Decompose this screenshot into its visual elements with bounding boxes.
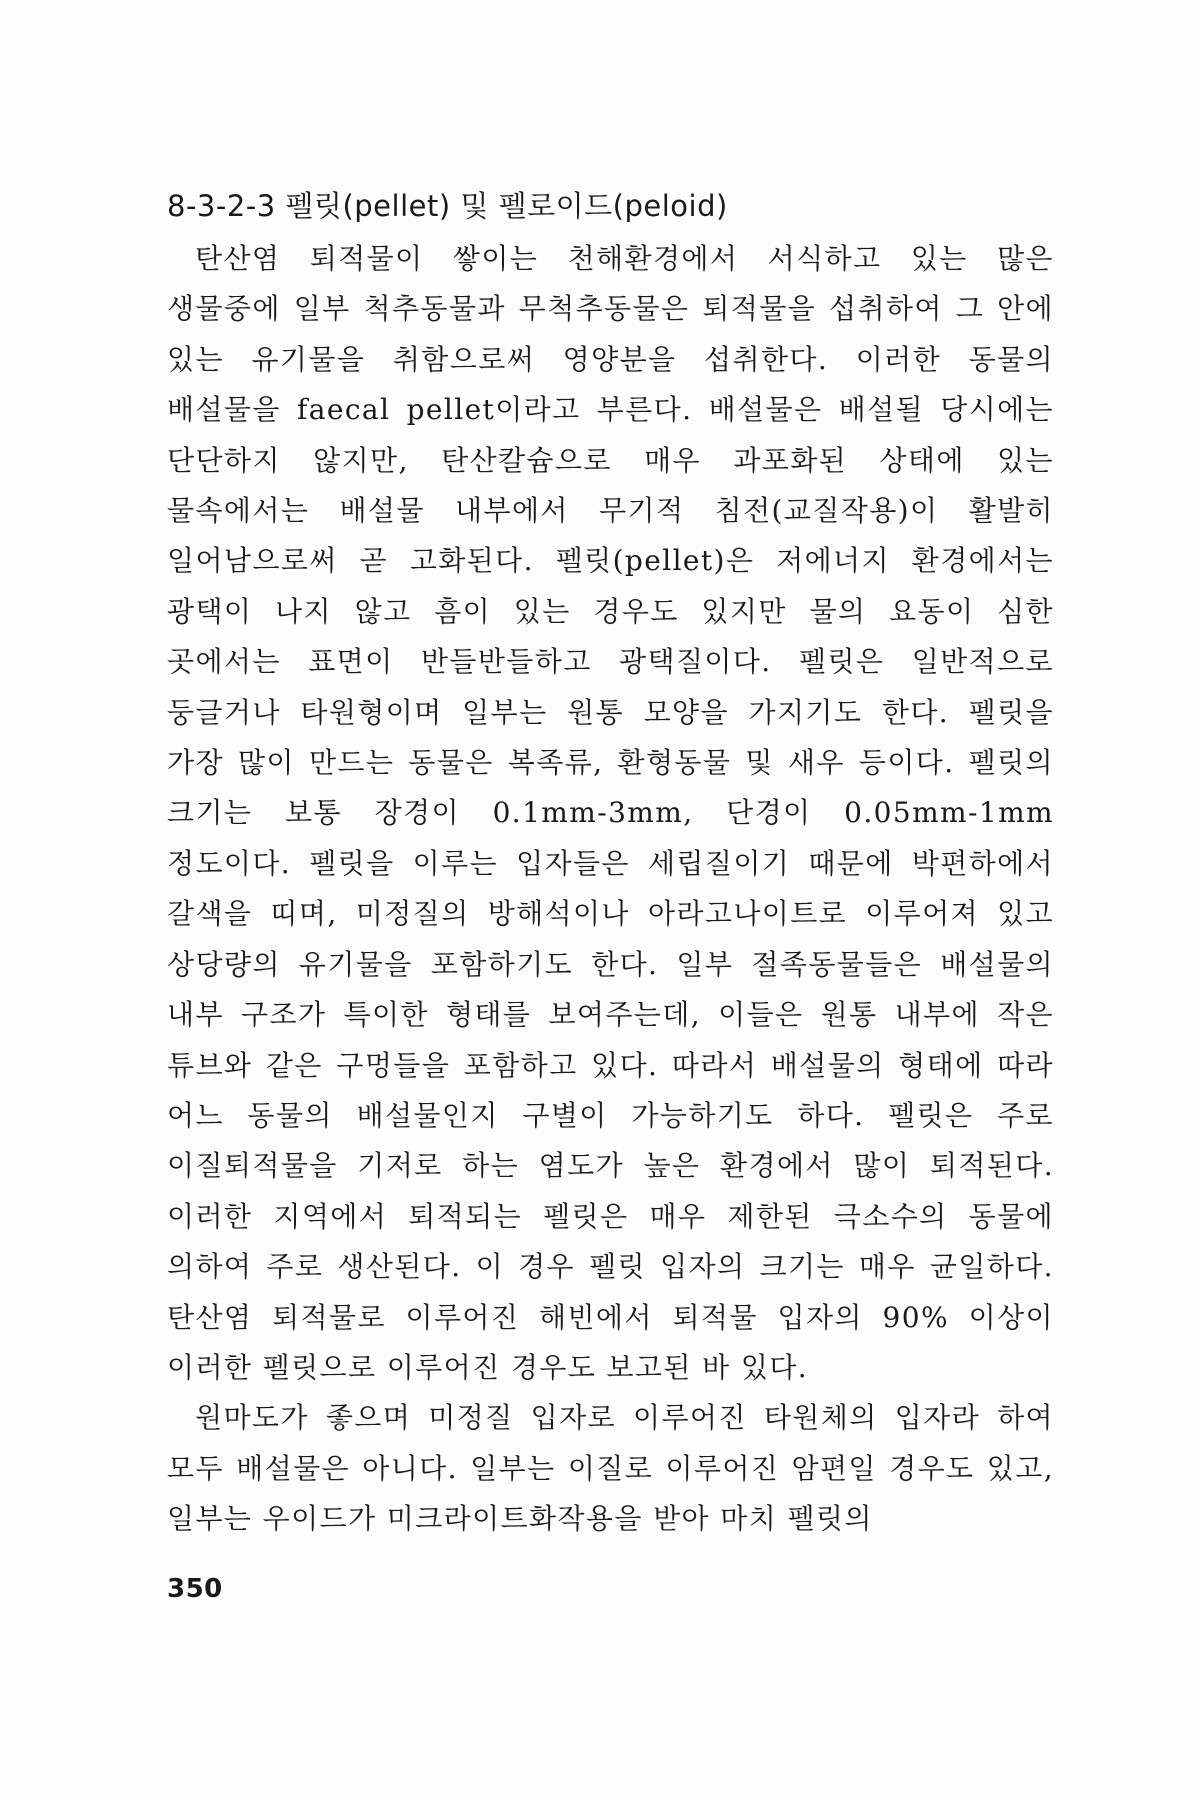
body-paragraph-1: 탄산염 퇴적물이 쌓이는 천해환경에서 서식하고 있는 많은 생물중에 일부 척추동물과 무척추동물은 퇴적물을 섭취하여 그 안에 있는 유기물을 취함으로써 영양분을 섭취한다. 이러한 동물의 배설물을 faecal pellet이라고 부른다. 배설물은 배설될 당시에는 단단하지 않지만, 탄산칼슘으로 매우 과포화된 상태에 있는 물속에서는 배설물 내부에서 무기적 침전(교질작용)이 활발히 일어남으로써 곧 고화된다. 펠릿(pellet)은 저에너지 환경에서는 광택이 나지 않고 흠이 있는 경우도 있지만 물의 요동이 심한 곳에서는 표면이 반들반들하고 광택질이다. 펠릿은 일반적으로 둥글거나 타원형이며 일부는 원통 모양을 가지기도 한다. 펠릿을 가장 많이 만드는 동물은 복족류, 환형동물 및 새우 등이다. 펠릿의 크기는 보통 장경이 0.1mm-3mm, 단경이 0.05mm-1mm 정도이다. 펠릿을 이루는 입자들은 세립질이기 때문에 박편하에서 갈색을 띠며, 미정질의 방해석이나 아라고나이트로 이루어져 있고 상당량의 유기물을 포함하기도 한다. 일부 절족동물들은 배설물의 내부 구조가 특이한 형태를 보여주는데, 이들은 원통 내부에 작은 튜브와 같은 구멍들을 포함하고 있다. 따라서 배설물의 형태에 따라 어느 동물의 배설물인지 구별이 가능하기도 하다. 펠릿은 주로 이질퇴적물을 기저로 하는 염도가 높은 환경에서 많이 퇴적된다. 이러한 지역에서 퇴적되는 펠릿은 매우 제한된 극소수의 동물에 의하여 주로 생산된다. 이 경우 펠릿 입자의 크기는 매우 균일하다. 탄산염 퇴적물로 이루어진 해빈에서 퇴적물 입자의 90% 이상이 이러한 펠릿으로 이루어진 경우도 보고된 바 있다.: [167, 242, 1054, 1384]
section-heading: 8-3-2-3 펠릿(pellet) 및 펠로이드(peloid): [167, 189, 728, 223]
body-paragraph-2: 원마도가 좋으며 미정질 입자로 이루어진 타원체의 입자라 하여 모두 배설물은 아니다. 일부는 이질로 이루어진 암편일 경우도 있고, 일부는 우이드가 미크라이트화작용을 받아 마치 펠릿의: [167, 1401, 1054, 1536]
page-number: 350: [167, 1574, 223, 1604]
page-content: [167, 184, 1054, 1545]
